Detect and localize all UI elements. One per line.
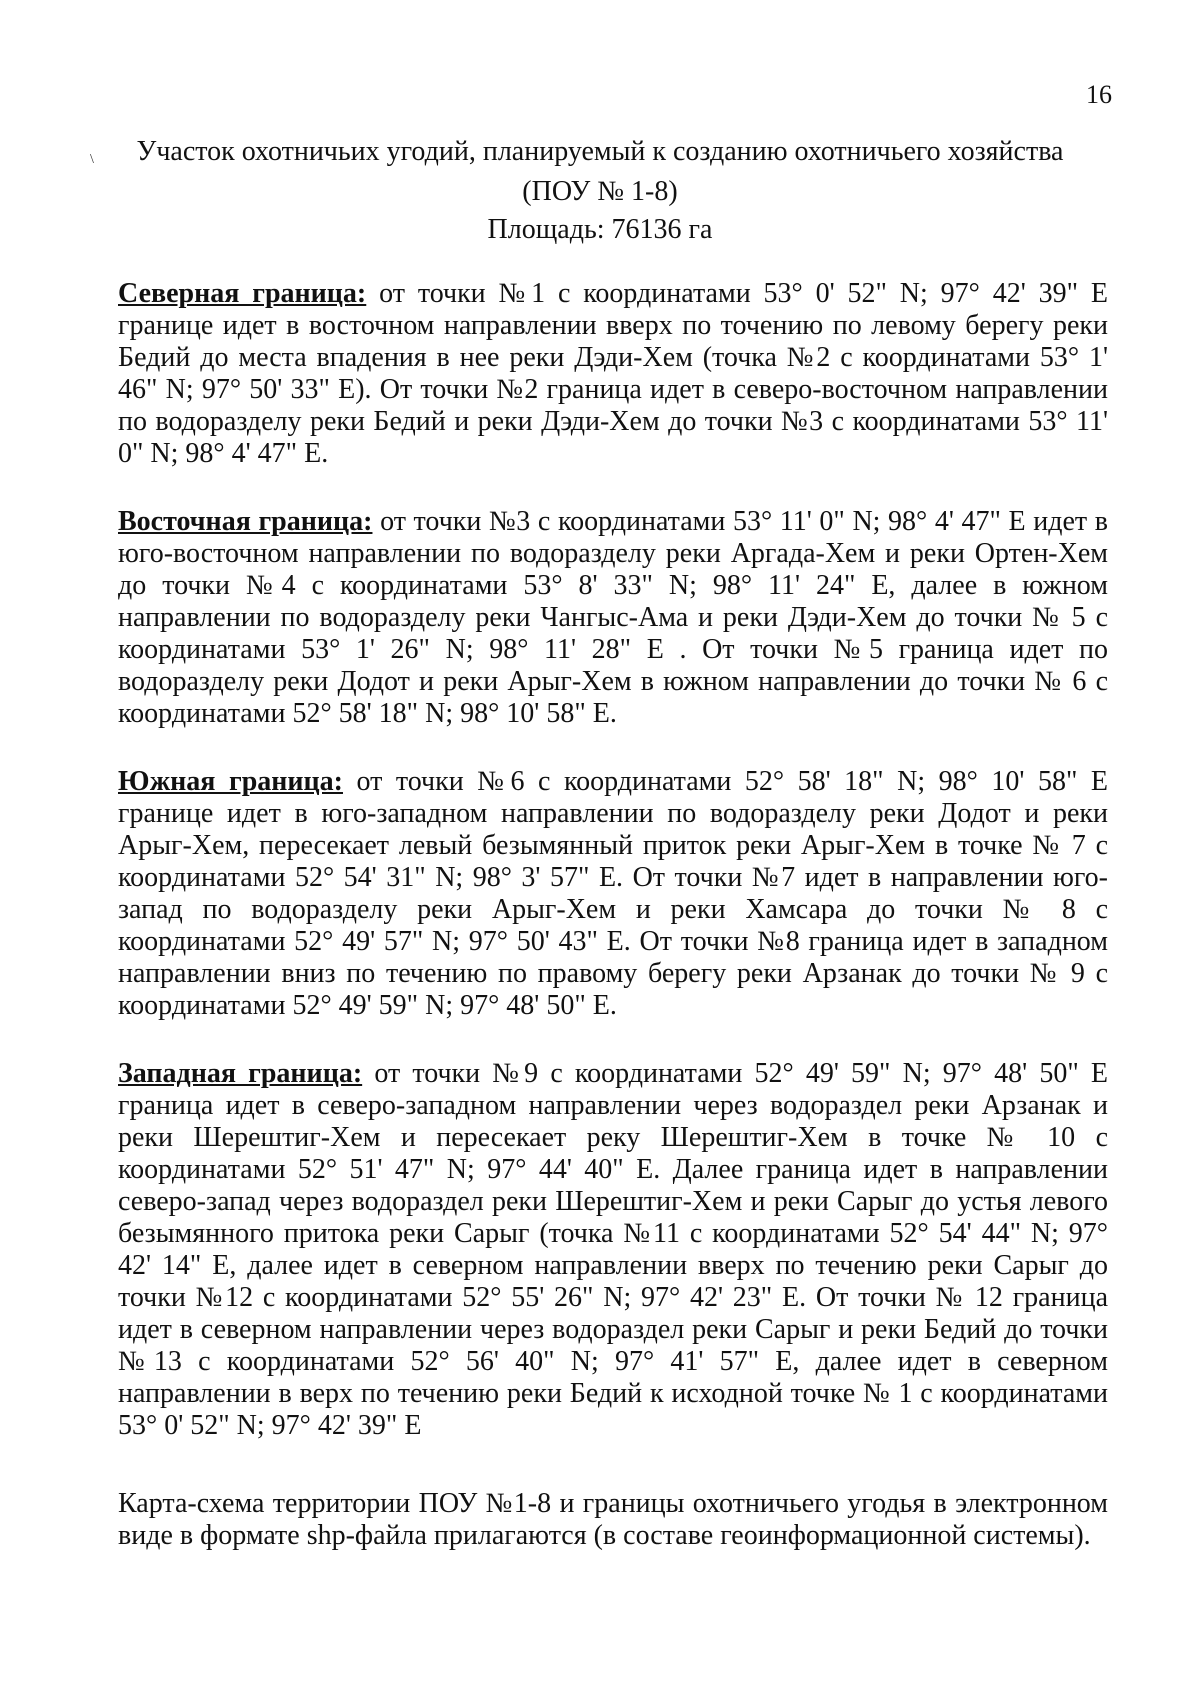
page-number: 16	[1086, 80, 1112, 109]
east-boundary-text: от точки №3 с координатами 53° 11' 0" N; 98° 4' 47" E идет в юго-восточном направлении по водоразделу реки Аргада-Хем и реки Ортен-Хем до точки №4 с координатами 53° 8' 33" N; 98° 11' 24" E, далее в южном направлении по водоразделу реки Чангыс-Ама и реки Дэди-Хем до точки № 5 с координатами 53° 1' 26" N; 98° 11' 28" E . От точки №5 граница идет по водоразделу реки Додот и реки Арыг-Хем в южном направлении до точки № 6 с координатами 52° 58' 18" N; 98° 10' 58" E.	[118, 506, 1108, 729]
south-boundary-paragraph	[118, 766, 1108, 1022]
west-boundary-text: от точки №9 с координатами 52° 49' 59" N; 97° 48' 50" E граница идет в северо-западном направлении через водораздел реки Арзанак и реки Шерештиг-Хем и пересекает реку Шерештиг-Хем в точке № 10 с координатами 52° 51' 47" N; 97° 44' 40" E. Далее граница идет в направлении северо-запад через водораздел реки Шерештиг-Хем и реки Сарыг до устья левого безымянного притока реки Сарыг (точка №11 с координатами 52° 54' 44" N; 97° 42' 14" E, далее идет в северном направлении вверх по течению реки Сарыг до точки №12 с координатами 52° 55' 26" N; 97° 42' 23" E. От точки № 12 граница идет в северном направлении через водораздел реки Сарыг и реки Бедий до точки №13 с координатами 52° 56' 40" N; 97° 41' 57" E, далее идет в северном направлении в верх по течению реки Бедий к исходной точке № 1 с координатами 53° 0' 52" N; 97° 42' 39" E	[118, 1058, 1108, 1441]
north-boundary-heading: Северная граница:	[118, 278, 367, 309]
area-value: Площадь: 76136 га	[487, 214, 713, 245]
south-boundary-text: от точки №6 с координатами 52° 58' 18" N; 98° 10' 58" E границе идет в юго-западном направлении по водоразделу реки Додот и реки Арыг-Хем, пересекает левый безымянный приток реки Арыг-Хем в точке № 7 с координатами 52° 54' 31" N; 98° 3' 57" E. От точки №7 идет в направлении юго-запад по водоразделу реки Арыг-Хем и реки Хамсара до точки № 8 с координатами 52° 49' 57" N; 97° 50' 43" E. От точки №8 граница идет в западном направлении вниз по течению по правому берегу реки Арзанак до точки № 9 с координатами 52° 49' 59" N; 97° 48' 50" E.	[118, 766, 1108, 1021]
title-line-1: Участок охотничьих угодий, планируемый к созданию охотничьего хозяйства	[136, 136, 1064, 167]
north-boundary-paragraph	[118, 278, 1108, 470]
west-boundary-heading: Западная граница:	[118, 1058, 363, 1089]
closing-note: Карта-схема территории ПОУ №1-8 и границы охотничьего угодья в электронном виде в формате shp-файла прилагаются (в составе геоинформационной системы).	[118, 1488, 1108, 1551]
document-title	[0, 132, 1200, 212]
east-boundary-paragraph	[118, 506, 1108, 730]
east-boundary-heading: Восточная граница:	[118, 506, 373, 537]
north-boundary-text: от точки №1 с координатами 53° 0' 52" N; 97° 42' 39" E границе идет в восточном направлении вверх по точению по левому берегу реки Бедий до места впадения в нее реки Дэди-Хем (точка №2 с координатами 53° 1' 46" N; 97° 50' 33" E). От точки №2 граница идет в северо-восточном направлении по водоразделу реки Бедий и реки Дэди-Хем до точки №3 с координатами 53° 11' 0" N; 98° 4' 47" E.	[118, 278, 1108, 469]
scan-mark: \	[90, 152, 94, 167]
title-line-2: (ПОУ № 1-8)	[522, 176, 678, 207]
south-boundary-heading: Южная граница:	[118, 766, 343, 797]
west-boundary-paragraph	[118, 1058, 1108, 1442]
